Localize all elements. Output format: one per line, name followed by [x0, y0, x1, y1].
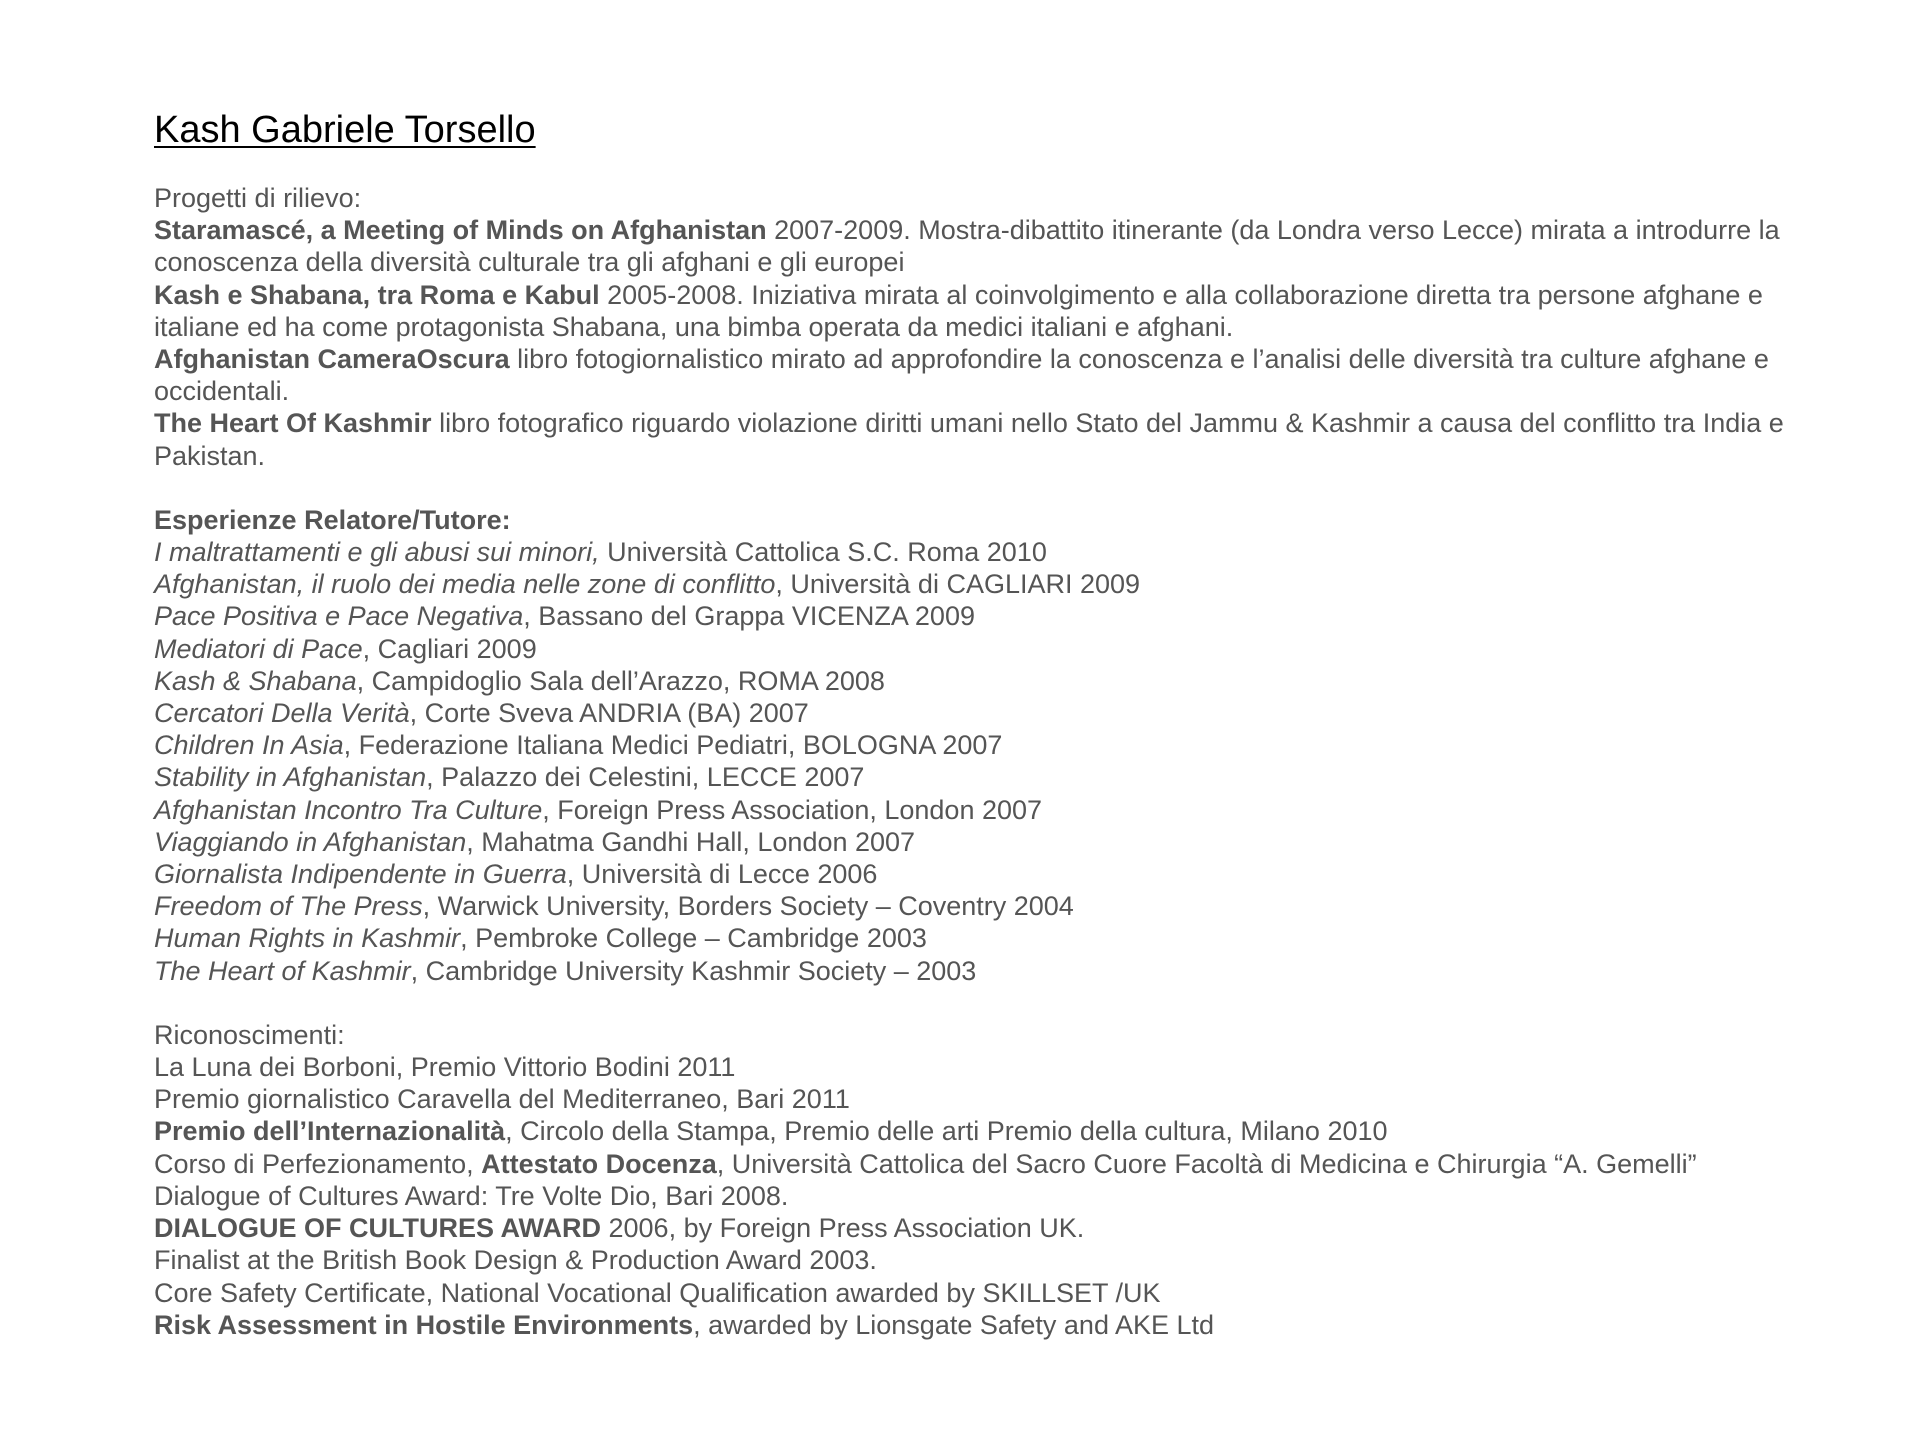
- awards-list: [154, 1051, 1834, 1341]
- section-spacer: [154, 472, 1834, 504]
- talk-item: Giornalista Indipendente in Guerra, Università di Lecce 2006: [154, 859, 878, 890]
- project-item: Kash e Shabana, tra Roma e Kabul 2005-2008. Iniziativa mirata al coinvolgimento e alla collaborazione diretta tra persone afghane e italiane ed ha come protagonista Shabana, una bimba operata da medici italiani e afghani.: [154, 279, 1763, 342]
- page-title: Kash Gabriele Torsello: [154, 109, 536, 151]
- award-item: Dialogue of Cultures Award: Tre Volte Dio, Bari 2008.: [154, 1180, 789, 1211]
- award-item: Core Safety Certificate, National Vocational Qualification awarded by SKILLSET /UK: [154, 1277, 1161, 1308]
- projects-heading: Progetti di rilievo:: [154, 183, 362, 213]
- talks-section: [154, 504, 1834, 987]
- talks-list: [154, 536, 1834, 987]
- talks-heading: Esperienze Relatore/Tutore:: [154, 504, 511, 535]
- awards-heading: Riconoscimenti:: [154, 1019, 345, 1050]
- talk-item: Human Rights in Kashmir, Pembroke College – Cambridge 2003: [154, 923, 927, 954]
- award-item: DIALOGUE OF CULTURES AWARD 2006, by Foreign Press Association UK.: [154, 1213, 1085, 1244]
- awards-section: [154, 1019, 1834, 1341]
- project-item: Staramascé, a Meeting of Minds on Afghanistan 2007-2009. Mostra-dibattito itinerante (da Londra verso Lecce) mirata a introdurre la conoscenza della diversità culturale tra gli afghani e gli europei: [154, 215, 1780, 278]
- document-page: [154, 108, 1834, 1341]
- award-item: Finalist at the British Book Design & Production Award 2003.: [154, 1245, 877, 1276]
- talk-item: Freedom of The Press, Warwick University, Borders Society – Coventry 2004: [154, 891, 1074, 922]
- award-item: Premio giornalistico Caravella del Mediterraneo, Bari 2011: [154, 1084, 850, 1115]
- talk-item: Mediatori di Pace, Cagliari 2009: [154, 633, 537, 664]
- award-item: Corso di Perfezionamento, Attestato Docenza, Università Cattolica del Sacro Cuore Facoltà di Medicina e Chirurgia “A. Gemelli”: [154, 1148, 1697, 1179]
- talk-item: Afghanistan, il ruolo dei media nelle zone di conflitto, Università di CAGLIARI 2009: [154, 569, 1141, 600]
- talk-item: The Heart of Kashmir, Cambridge University Kashmir Society – 2003: [154, 955, 977, 986]
- talk-item: Stability in Afghanistan, Palazzo dei Celestini, LECCE 2007: [154, 762, 865, 793]
- talk-item: Cercatori Della Verità, Corte Sveva ANDRIA (BA) 2007: [154, 698, 809, 729]
- talk-item: Children In Asia, Federazione Italiana Medici Pediatri, BOLOGNA 2007: [154, 730, 1003, 761]
- talk-item: Afghanistan Incontro Tra Culture, Foreign Press Association, London 2007: [154, 794, 1043, 825]
- project-item: Afghanistan CameraOscura libro fotogiornalistico mirato ad approfondire la conoscenza e l’analisi delle diversità tra culture afghane e occidentali.: [154, 344, 1769, 407]
- talk-item: I maltrattamenti e gli abusi sui minori, Università Cattolica S.C. Roma 2010: [154, 537, 1047, 568]
- projects-section: [154, 182, 1834, 472]
- award-item: La Luna dei Borboni, Premio Vittorio Bodini 2011: [154, 1052, 736, 1083]
- award-item: Premio dell’Internazionalità, Circolo della Stampa, Premio delle arti Premio della cultura, Milano 2010: [154, 1116, 1388, 1147]
- project-item: The Heart Of Kashmir libro fotografico riguardo violazione diritti umani nello Stato del Jammu & Kashmir a causa del conflitto tra India e Pakistan.: [154, 408, 1784, 471]
- section-spacer: [154, 987, 1834, 1019]
- talk-item: Viaggiando in Afghanistan, Mahatma Gandhi Hall, London 2007: [154, 826, 916, 857]
- talk-item: Kash & Shabana, Campidoglio Sala dell’Arazzo, ROMA 2008: [154, 665, 885, 696]
- talk-item: Pace Positiva e Pace Negativa, Bassano del Grappa VICENZA 2009: [154, 601, 975, 632]
- award-item: Risk Assessment in Hostile Environments, awarded by Lionsgate Safety and AKE Ltd: [154, 1309, 1215, 1340]
